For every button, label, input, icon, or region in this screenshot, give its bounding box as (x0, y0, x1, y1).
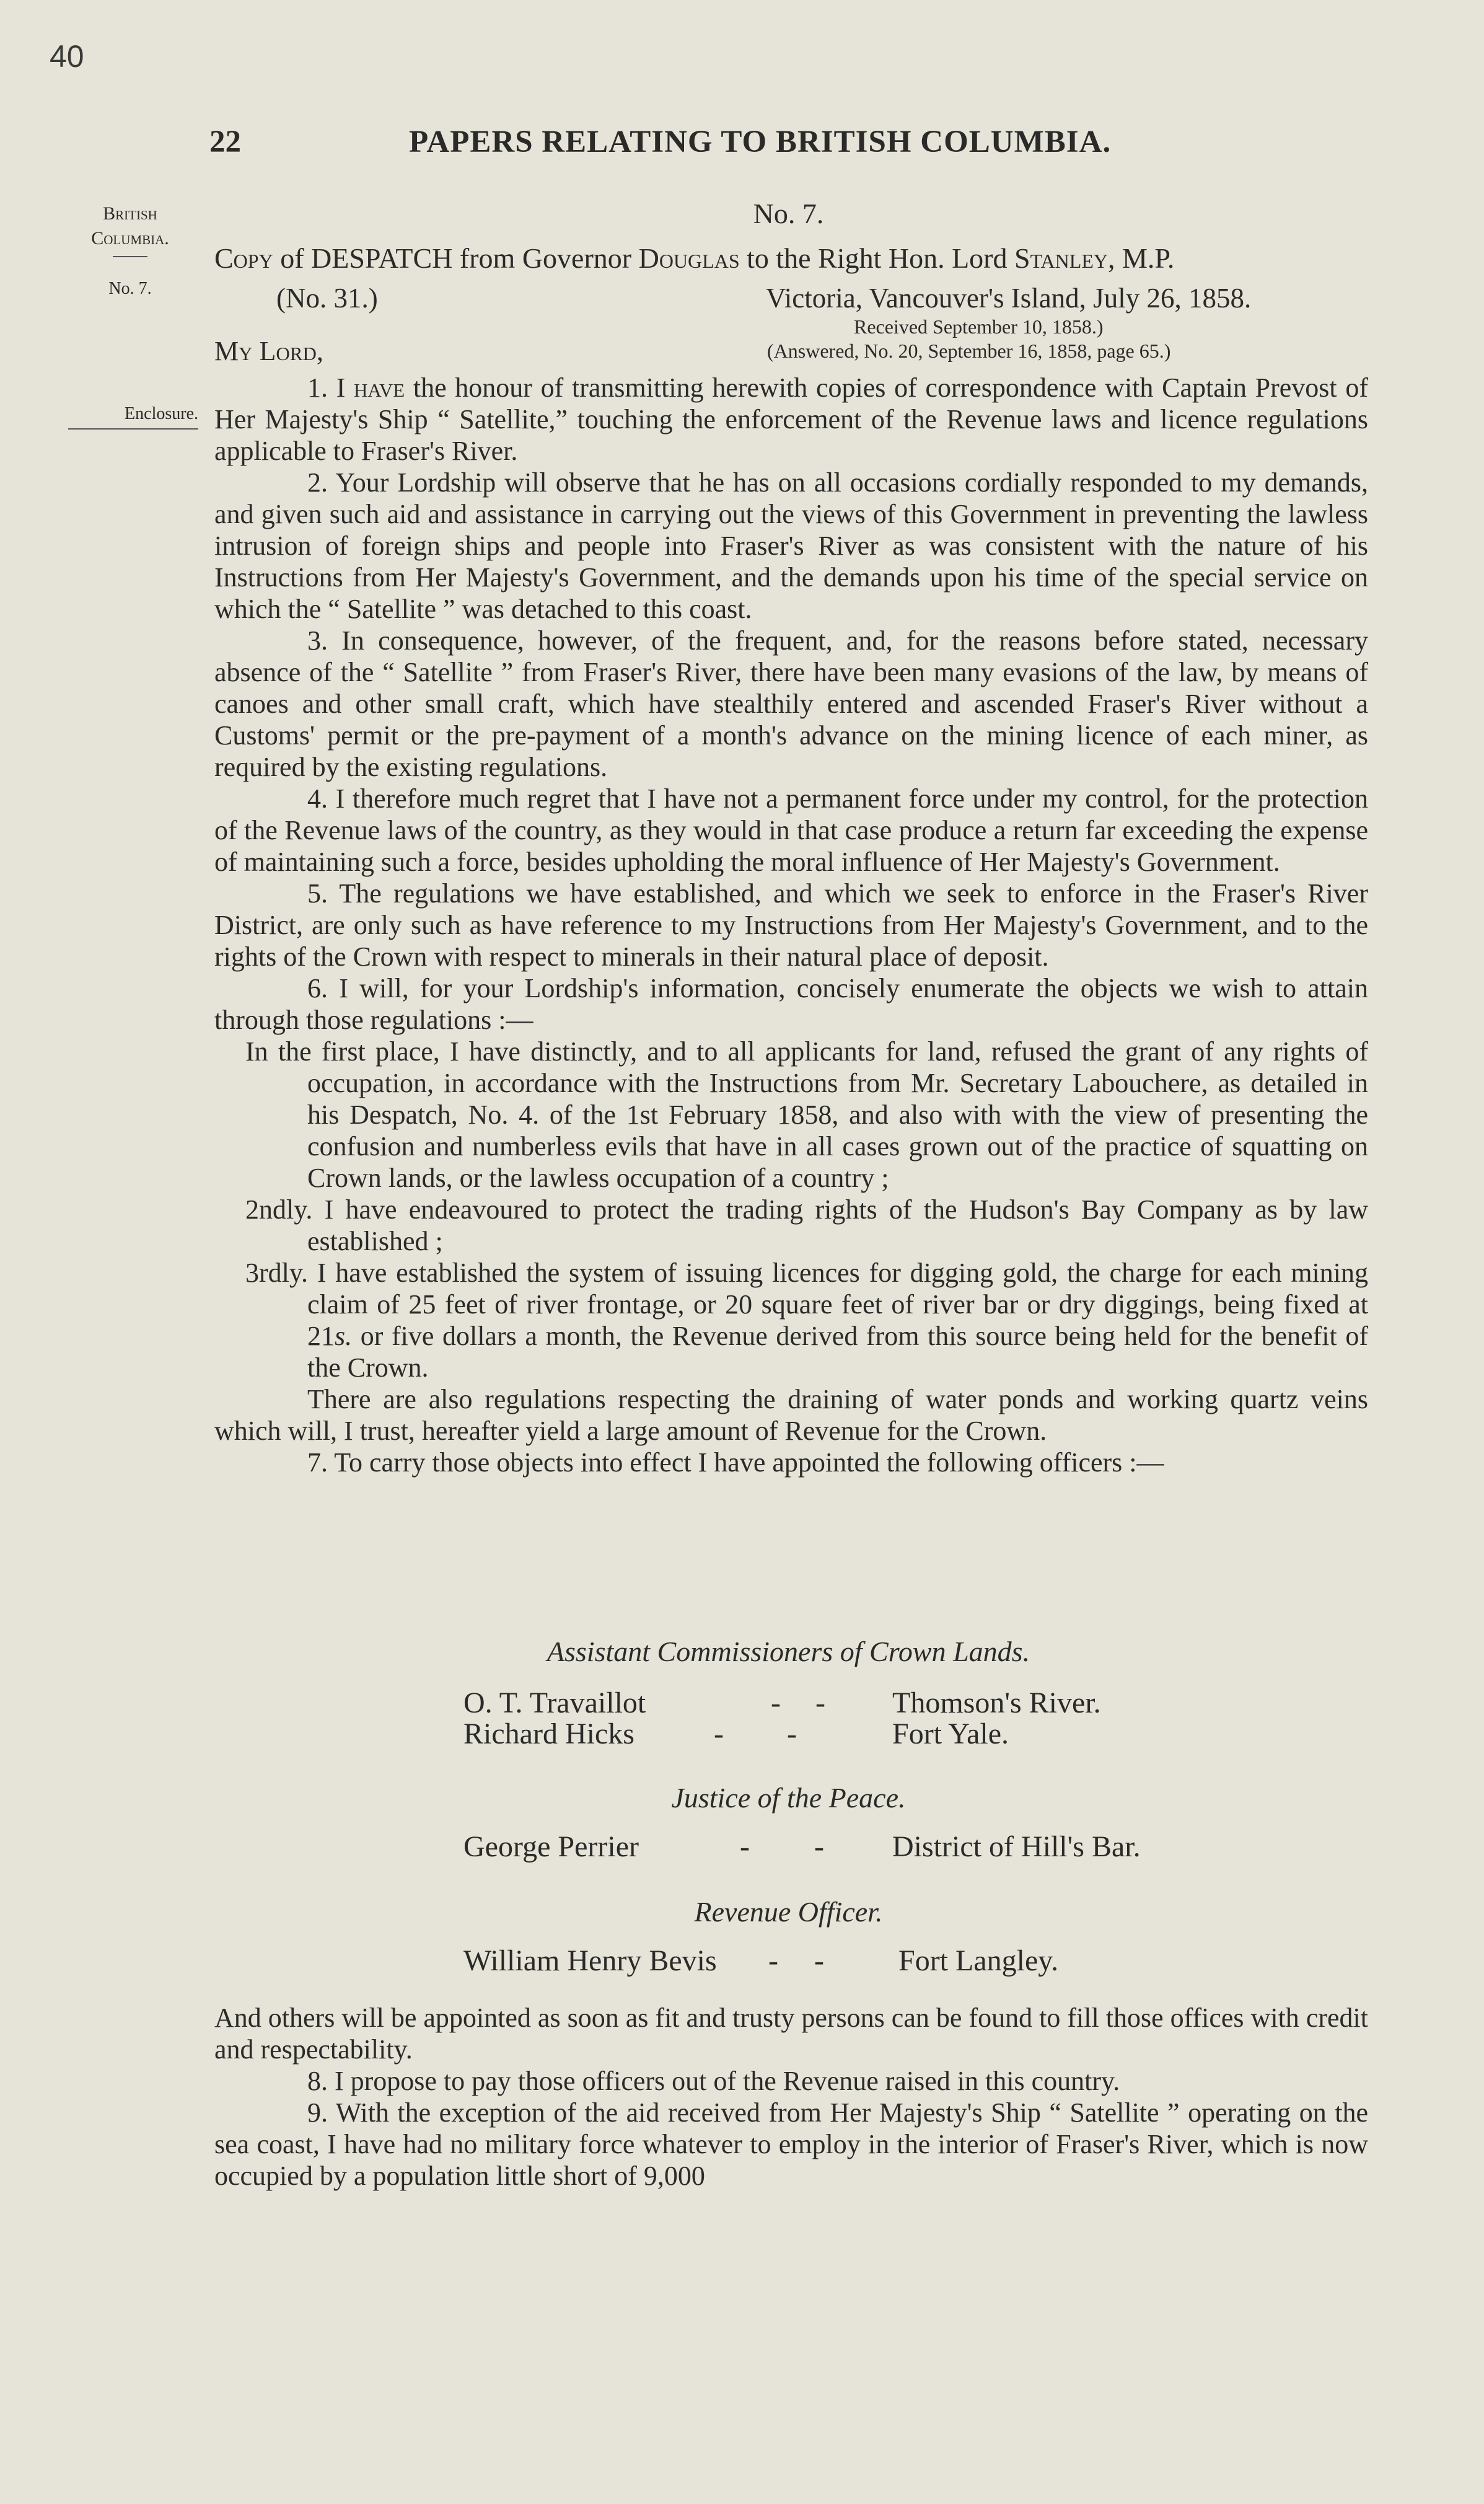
margin-enclosure-rule (68, 428, 198, 430)
margin-note-line2: Columbia. (91, 228, 169, 249)
margin-note-enclosure: Enclosure. (125, 404, 198, 423)
paragraph-4: 4. I therefore much regret that I have not a permanent force under my control, for the protection of the Revenue laws of the country, as they would in that case produce a return far exceeding the expense of maintaining such a force, besides upholding the moral influence of Her Majesty's Government. (214, 783, 1368, 877)
despatch-answered: (Answered, No. 20, September 16, 1858, page 65.) (767, 340, 1171, 362)
margin-note-number: No. 7. (108, 279, 152, 298)
officer-dash: - (740, 1830, 750, 1863)
salutation-text: My Lord, (214, 336, 323, 366)
officer-place: Fort Langley. (898, 1944, 1059, 1977)
heading-assistant-commissioners: Assistant Commissioners of Crown Lands. (547, 1636, 1030, 1667)
salutation (214, 335, 323, 367)
paragraph-9: 9. With the exception of the aid received from Her Majesty's Ship “ Satellite ” operating on the sea coast, I have had no military force whatever to employ in the interior of Fraser's River, which is now occupied by a population little short of 9,000 (214, 2097, 1368, 2191)
title-stanley: Stanley (1014, 242, 1108, 274)
p1-have: have (354, 373, 405, 403)
officer-dash: - (768, 1944, 778, 1977)
heading-justice-of-peace: Justice of the Peace. (671, 1782, 906, 1814)
officer-dash: - (814, 1944, 824, 1977)
header-page-number: 22 (209, 125, 241, 159)
title-mid: to the Right Hon. Lord (739, 242, 1014, 274)
despatch-received: Received September 10, 1858.) (854, 315, 1104, 338)
officer-place: Fort Yale. (892, 1717, 1009, 1750)
paragraph-7: 7. To carry those objects into effect I have appointed the following officers :— (307, 1447, 1164, 1478)
document-number: No. 7. (753, 198, 824, 229)
margin-note-line1: British (103, 203, 157, 224)
despatch-ref-number: (No. 31.) (276, 283, 378, 314)
paragraph-3: 3. In consequence, however, of the frequent, and, for the reasons before stated, necessary absence of the “ Satellite ” from Fraser's River, there have been many evasions of the law, by means of canoes and other small craft, which have stealthily entered and ascended Fraser's River without a Customs' permit or the pre-payment of a month's advance on the mining licence of each miner, as required by the existing regulations. (214, 625, 1368, 782)
paragraph-6-regulations: There are also regulations respecting the draining of water ponds and working quartz veins which will, I trust, hereafter yield a large amount of Revenue for the Crown. (214, 1384, 1368, 1446)
officer-name: O. T. Travaillot (463, 1686, 646, 1719)
paragraph-1 (214, 372, 1368, 467)
officer-dash: - (787, 1717, 797, 1750)
p1-lead: 1. I (307, 373, 354, 403)
letter-body-closing (214, 2002, 1368, 2192)
margin-rule (113, 256, 147, 257)
paragraph-6: 6. I will, for your Lordship's information, concisely enumerate the objects we wish to attain through those regulations :— (214, 973, 1368, 1035)
letter-body (214, 372, 1368, 1478)
despatch-place-date: Victoria, Vancouver's Island, July 26, 1858. (766, 283, 1252, 314)
officer-dash: - (814, 1830, 824, 1863)
p6c-shillings: s. (335, 1321, 353, 1351)
title-text: of DESPATCH from Governor (273, 242, 639, 274)
paragraph-8: 8. I propose to pay those officers out of the Revenue raised in this country. (307, 2066, 1120, 2096)
officer-dash: - (771, 1686, 781, 1719)
p6c-pre: 3rdly. I have established the system of issuing licences for digging gold, the charge for each mining claim of 25 feet of river frontage, or 20 square feet of river bar or dry diggings, being fixed at 21 (245, 1258, 1368, 1351)
paragraph-6-third (214, 1257, 1368, 1383)
title-end: , M.P. (1107, 242, 1175, 274)
officer-name: George Perrier (463, 1830, 639, 1863)
paragraph-2: 2. Your Lordship will observe that he has on all occasions cordially responded to my demands, and given such aid and assistance in carrying out the views of this Government in preventing the lawless intrusion of foreign ships and people into Fraser's River as was consistent with the nature of his Instructions from Her Majesty's Government, and the demands upon his time of the special service on which the “ Satellite ” was detached to this coast. (214, 467, 1368, 624)
despatch-title (214, 242, 1368, 274)
officer-place: District of Hill's Bar. (892, 1830, 1141, 1863)
paragraph-5: 5. The regulations we have established, and which we seek to enforce in the Fraser's River District, are only such as have reference to my Instructions from Her Majesty's Government, and to the rights of the Crown with respect to minerals in their natural place of deposit. (214, 878, 1368, 972)
running-header-title: PAPERS RELATING TO BRITISH COLUMBIA. (409, 125, 1112, 159)
paragraph-6-first: In the first place, I have distinctly, and to all applicants for land, refused the grant of any rights of occupation, in accordance with the Instructions from Mr. Secretary Labouchere, as detailed in his Despatch, No. 4. of the 1st February 1858, and also with with the view of presenting the confusion and numberless evils that have in all cases grown out of the practice of squatting on Crown lands, or the lawless occupation of a country ; (245, 1036, 1368, 1193)
officer-place: Thomson's River. (892, 1686, 1101, 1719)
p6c-post: or five dollars a month, the Revenue derived from this source being held for the benefit of the Crown. (307, 1321, 1368, 1383)
officer-dash: - (714, 1717, 724, 1750)
title-copy: Copy (214, 242, 273, 274)
title-douglas: Douglas (638, 242, 740, 274)
page-number: 40 (50, 39, 84, 74)
officer-name: Richard Hicks (463, 1717, 634, 1750)
officer-dash: - (815, 1686, 825, 1719)
p1-rest: the honour of transmitting herewith copies of correspondence with Captain Prevost of Her Majesty's Ship “ Satellite,” touching the enforcement of the Revenue laws and licence regulations applicable to Fraser's River. (214, 373, 1368, 466)
paragraph-others: And others will be appointed as soon as fit and trusty persons can be found to fill those offices with credit and respectability. (214, 2003, 1368, 2065)
heading-revenue-officer: Revenue Officer. (694, 1896, 883, 1928)
officer-name: William Henry Bevis (463, 1944, 717, 1977)
paragraph-6-second: 2ndly. I have endeavoured to protect the trading rights of the Hudson's Bay Company as by law established ; (245, 1194, 1368, 1256)
